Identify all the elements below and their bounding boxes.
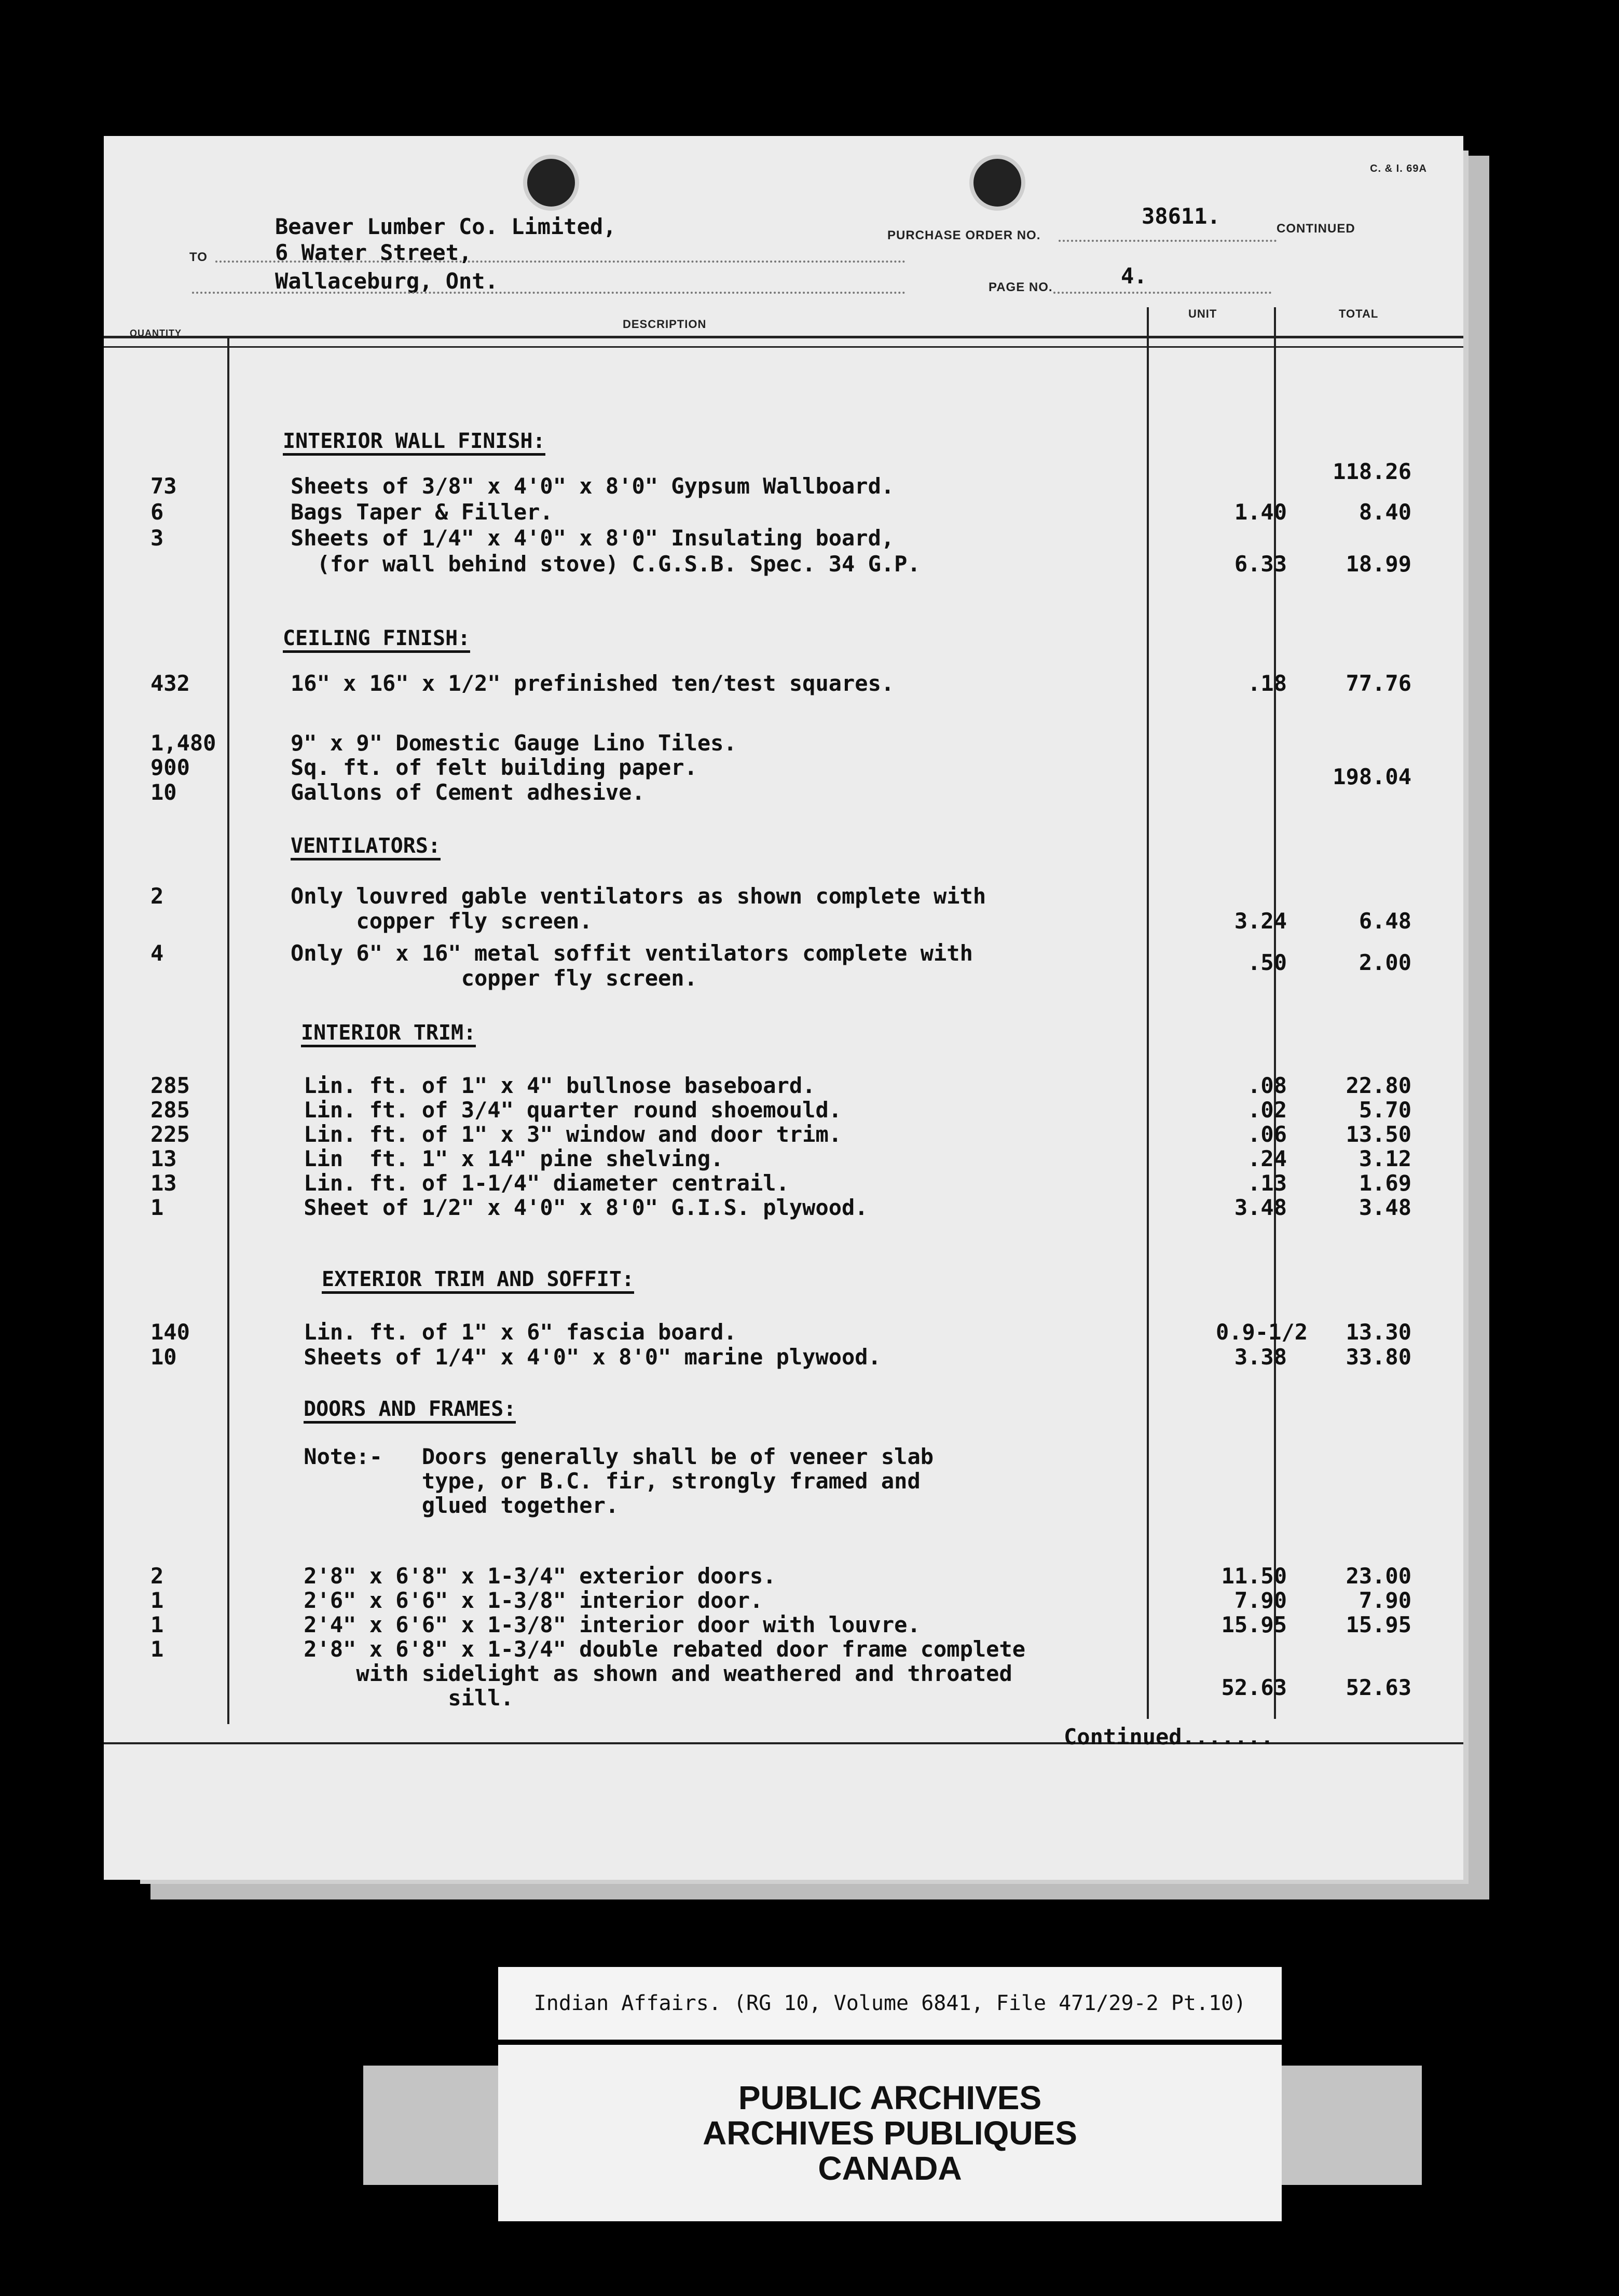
section-doors-and-frames: DOORS AND FRAMES: bbox=[304, 1397, 516, 1424]
table-row: 432 16" x 16" x 1/2" prefinished ten/test squares. .18 77.76 bbox=[150, 671, 1411, 696]
stamp-line: ARCHIVES PUBLIQUES bbox=[703, 2114, 1077, 2152]
table-row: 285 Lin. ft. of 1" x 4" bullnose baseboard. .08 22.80 bbox=[150, 1073, 1411, 1098]
section-ventilators: VENTILATORS: bbox=[291, 834, 441, 860]
table-row: 2 2'8" x 6'8" x 1-3/4" exterior doors. 11.50 23.00 bbox=[150, 1563, 1411, 1589]
section-ceiling-finish: CEILING FINISH: bbox=[283, 626, 470, 653]
archive-reference-label: Indian Affairs. (RG 10, Volume 6841, File 471/29-2 Pt.10) bbox=[498, 1967, 1282, 2040]
purchase-order-sheet bbox=[104, 136, 1463, 1880]
purchase-order-label: PURCHASE ORDER NO. bbox=[887, 228, 1041, 242]
vendor-street: 6 Water Street, bbox=[275, 240, 472, 265]
table-row: 73 Sheets of 3/8" x 4'0" x 8'0" Gypsum Wallboard. 118.26 bbox=[150, 459, 1411, 499]
table-row: (for wall behind stove) C.G.S.B. Spec. 34 G.P. 6.33 18.99 bbox=[291, 551, 1411, 577]
section-interior-wall-finish: INTERIOR WALL FINISH: bbox=[283, 429, 545, 456]
table-row: type, or B.C. fir, strongly framed and bbox=[291, 1468, 921, 1494]
to-label: TO bbox=[189, 250, 208, 264]
table-row: 225 Lin. ft. of 1" x 3" window and door trim. .06 13.50 bbox=[150, 1122, 1411, 1147]
stamp-line: CANADA bbox=[818, 2150, 962, 2187]
page-label: PAGE NO. bbox=[989, 280, 1053, 294]
page-number: 4. bbox=[1121, 263, 1147, 289]
table-row: 1 2'4" x 6'6" x 1-3/8" interior door with louvre. 15.95 15.95 bbox=[150, 1612, 1411, 1637]
table-row: 1 Sheet of 1/2" x 4'0" x 8'0" G.I.S. plywood. 3.48 3.48 bbox=[150, 1195, 1411, 1220]
punch-hole bbox=[969, 155, 1025, 211]
table-row: sill. 52.63 52.63 bbox=[291, 1675, 1411, 1711]
table-row: 900 Sq. ft. of felt building paper. bbox=[150, 755, 697, 780]
table-row: 1 2'6" x 6'6" x 1-3/8" interior door. 7.90 7.90 bbox=[150, 1588, 1411, 1613]
description-header: DESCRIPTION bbox=[623, 318, 707, 331]
table-row: 10 Gallons of Cement adhesive. 198.04 bbox=[150, 764, 1411, 805]
table-row: with sidelight as shown and weathered and throated bbox=[291, 1661, 1012, 1686]
form-code: C. & I. 69A bbox=[1370, 163, 1427, 174]
table-row: glued together. bbox=[291, 1493, 619, 1518]
table-row: 4 Only 6" x 16" metal soffit ventilators complete with bbox=[150, 940, 973, 966]
table-row: 1,480 9" x 9" Domestic Gauge Lino Tiles. bbox=[150, 730, 737, 756]
vendor-city: Wallaceburg, Ont. bbox=[275, 268, 498, 294]
section-exterior-trim: EXTERIOR TRIM AND SOFFIT: bbox=[322, 1267, 634, 1294]
total-header: TOTAL bbox=[1339, 307, 1379, 320]
table-row: 10 Sheets of 1/4" x 4'0" x 8'0" marine plywood. 3.38 33.80 bbox=[150, 1344, 1411, 1370]
stamp-line: PUBLIC ARCHIVES bbox=[738, 2079, 1042, 2116]
table-row: 13 Lin ft. 1" x 14" pine shelving. .24 3.12 bbox=[150, 1146, 1411, 1171]
table-row: 6 Bags Taper & Filler. 1.40 8.40 bbox=[150, 499, 1411, 525]
public-archives-stamp bbox=[498, 2045, 1282, 2221]
table-row: 285 Lin. ft. of 3/4" quarter round shoemould. .02 5.70 bbox=[150, 1097, 1411, 1123]
table-row: 1 2'8" x 6'8" x 1-3/4" double rebated door frame complete bbox=[150, 1636, 1026, 1662]
table-row: 140 Lin. ft. of 1" x 6" fascia board. 0.9-1/2 13.30 bbox=[150, 1319, 1411, 1345]
continued-note: Continued....... bbox=[1064, 1724, 1274, 1750]
table-row: 2 Only louvred gable ventilators as shown complete with bbox=[150, 883, 986, 909]
table-row: 3 Sheets of 1/4" x 4'0" x 8'0" Insulating board, bbox=[150, 525, 895, 551]
section-interior-trim: INTERIOR TRIM: bbox=[301, 1021, 476, 1047]
table-row: copper fly screen. 3.24 6.48 bbox=[291, 908, 1411, 934]
quantity-header: QUANTITY bbox=[130, 328, 182, 338]
table-row: copper fly screen. .50 2.00 bbox=[291, 950, 1411, 991]
punch-hole bbox=[523, 155, 579, 211]
unit-header: UNIT bbox=[1188, 307, 1217, 320]
table-row: Note:- Doors generally shall be of veneer slab bbox=[291, 1444, 934, 1469]
vendor-name: Beaver Lumber Co. Limited, bbox=[275, 214, 616, 239]
purchase-order-number: 38611. bbox=[1142, 203, 1220, 229]
continued-label: CONTINUED bbox=[1277, 222, 1355, 236]
table-row: 13 Lin. ft. of 1-1/4" diameter centrail. .13 1.69 bbox=[150, 1170, 1411, 1196]
